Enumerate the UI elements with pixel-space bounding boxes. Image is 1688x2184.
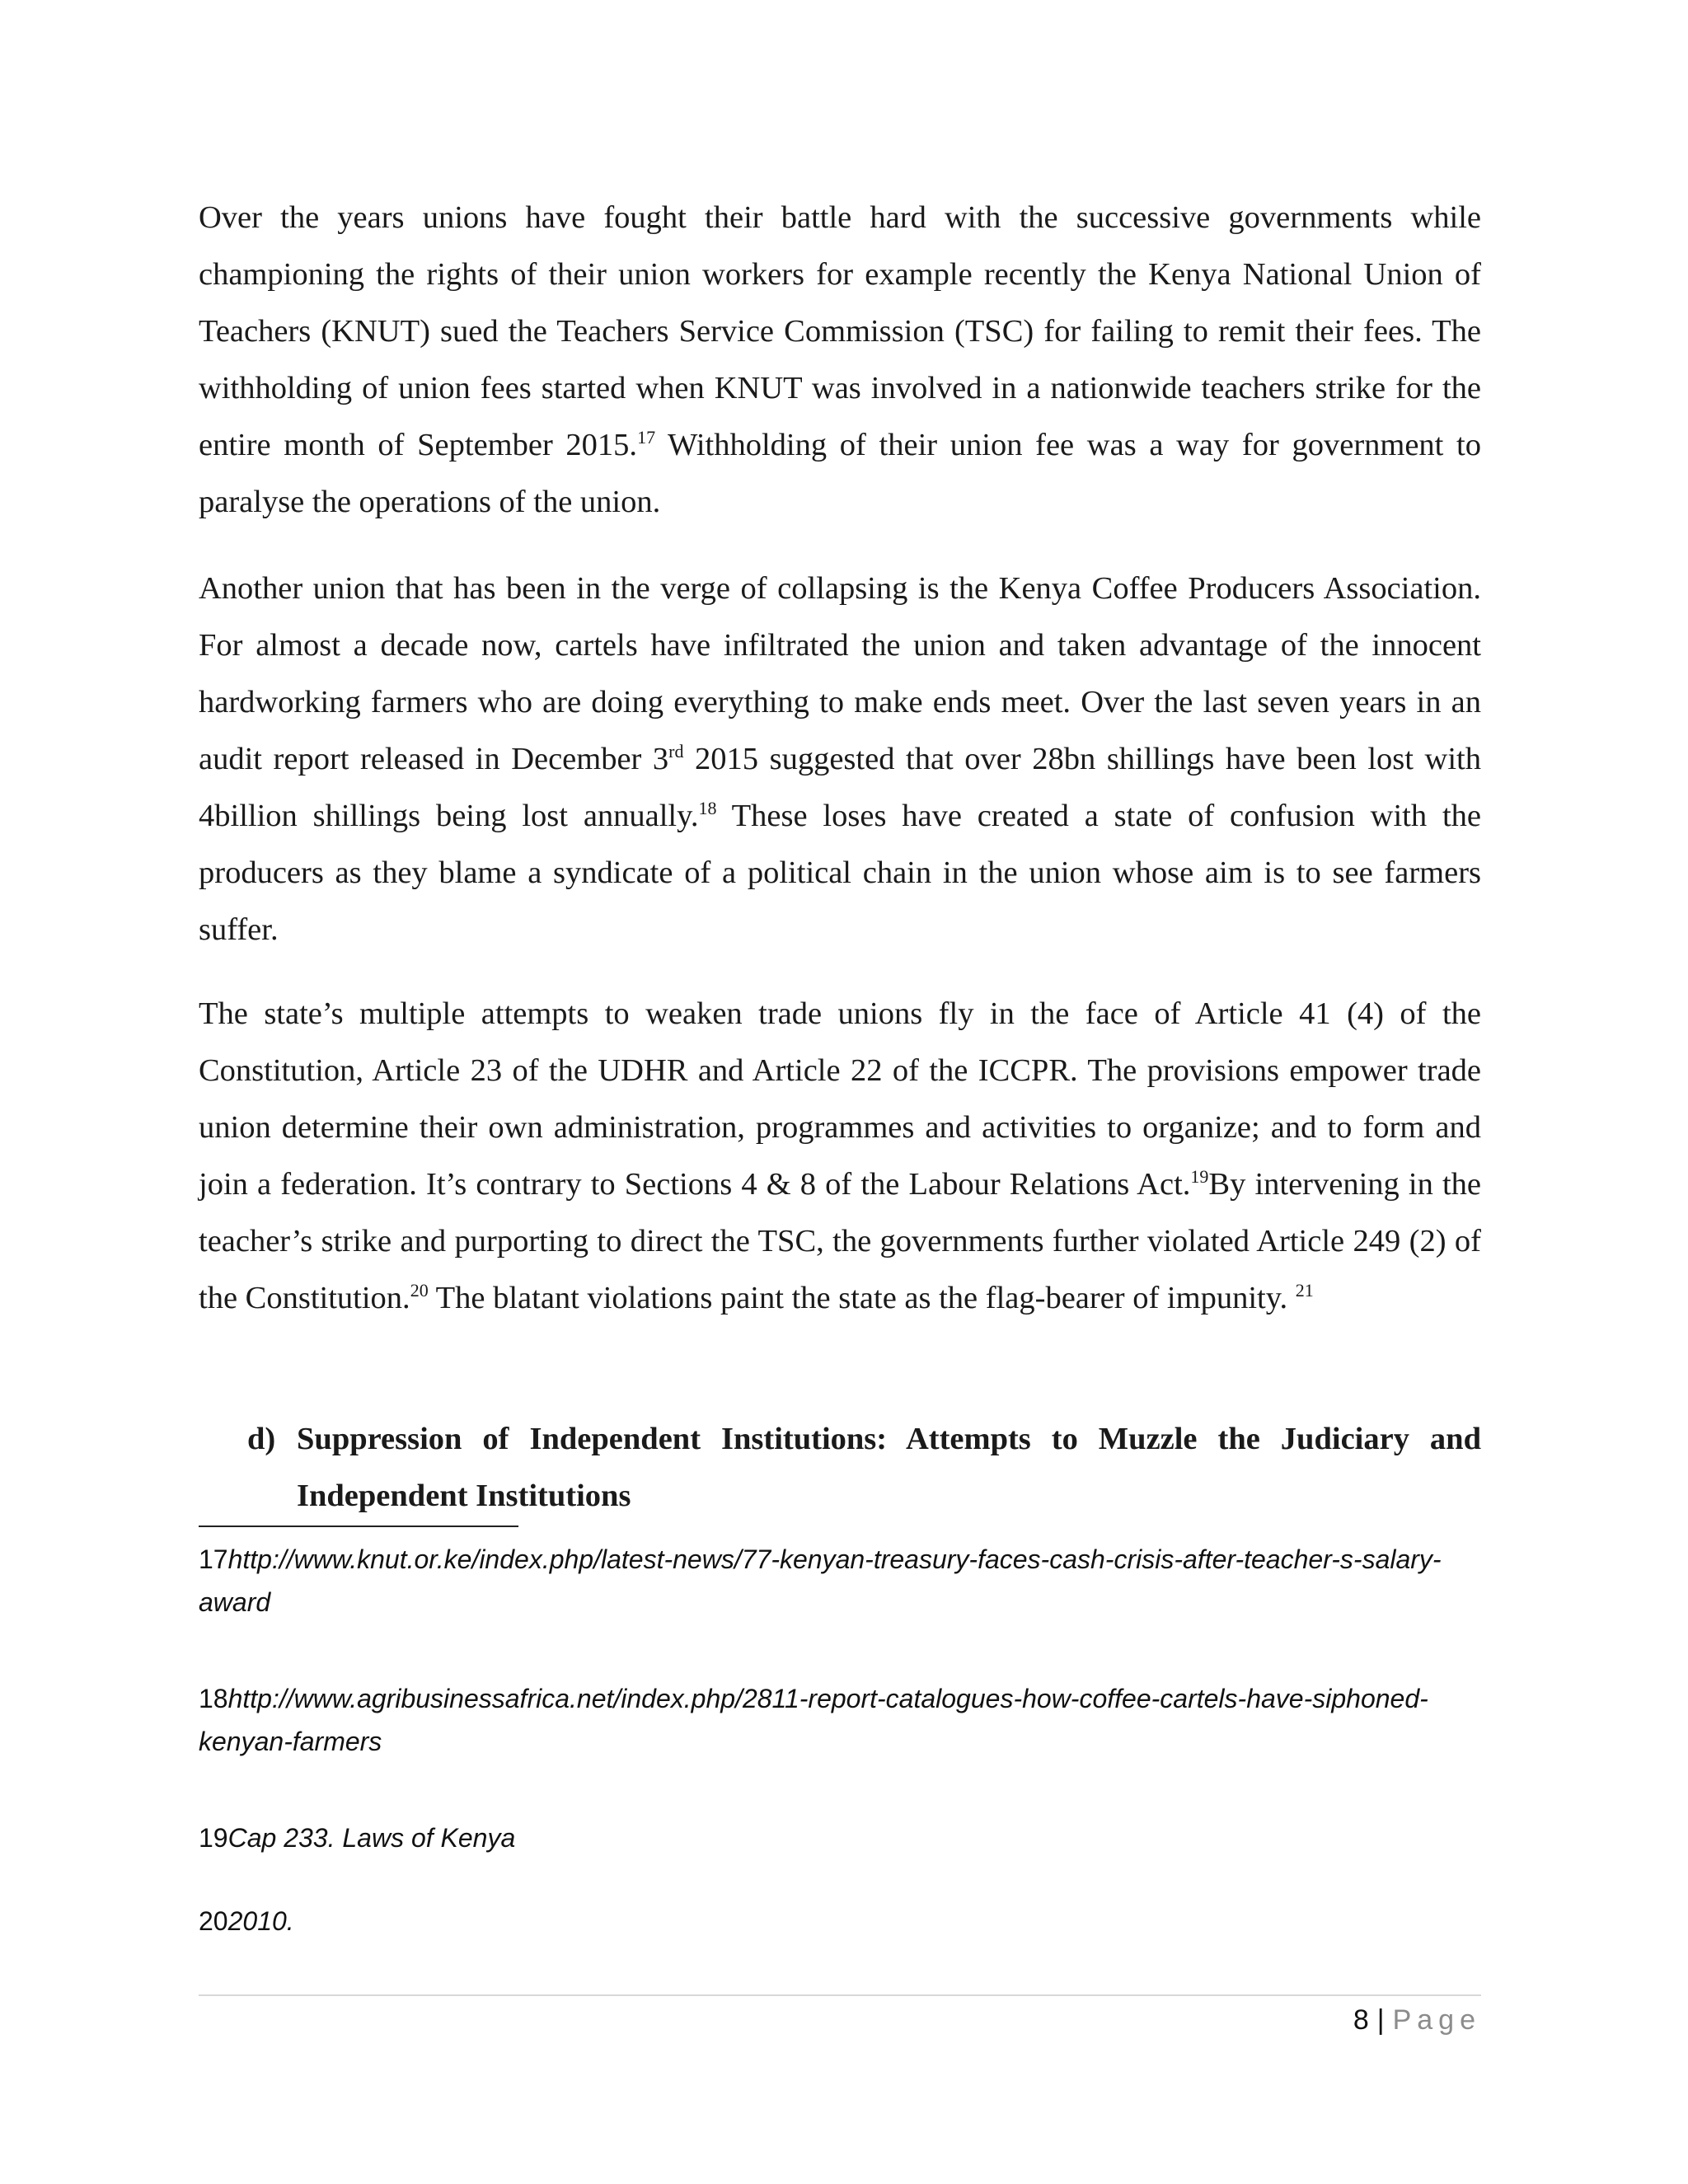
- footnote-ref-19[interactable]: 19: [1190, 1166, 1209, 1188]
- paragraph-text: The blatant violations paint the state as the flag-bearer of impunity.: [428, 1281, 1296, 1315]
- ordinal-suffix: rd: [668, 741, 684, 762]
- footnote-number: 20: [199, 1906, 228, 1936]
- footnote-ref-20[interactable]: 20: [410, 1280, 429, 1301]
- page-number: 8: [1353, 2004, 1369, 2036]
- page-label: Page: [1392, 2004, 1481, 2036]
- footnote-text: Cap 233. Laws of Kenya: [227, 1823, 516, 1853]
- paragraph-coffee-producers: [199, 560, 1481, 958]
- paragraph-knut: [199, 190, 1481, 531]
- footnote-separator: [199, 1526, 518, 1527]
- paragraph-text: 2015 suggested that over 28bn shillings have been lost with 4billion shillings being lost annually.: [199, 742, 1481, 833]
- section-heading: [199, 1411, 1481, 1525]
- section-title: Suppression of Independent Institutions: Attempts to Muzzle the Judiciary and Independent Institutions: [297, 1422, 1481, 1513]
- footnote-number: 19: [199, 1823, 228, 1853]
- page-footer: [1353, 2000, 1481, 2040]
- footnote-ref-17[interactable]: 17: [637, 427, 656, 448]
- footnote-text: 2010.: [227, 1906, 294, 1936]
- paragraph-text: These loses have created a state of confusion with the producers as they blame a syndicate of a political chain in the union whose aim is to see farmers suffer.: [199, 799, 1481, 947]
- footnote-20: [199, 1900, 1484, 1943]
- footnote-ref-21[interactable]: 21: [1295, 1280, 1314, 1301]
- paragraph-state-attempts: [199, 986, 1481, 1327]
- paragraph-text: By intervening in the teacher’s strike and purporting to direct the TSC, the governments further violated Article 249 (2) of the Constitution.: [199, 1167, 1482, 1315]
- paragraph-text: Over the years unions have fought their battle hard with the successive governments while championing the rights of their union workers for example recently the Kenya National Union of Teachers (KNUT) sued the Teachers Service Commission (TSC) for failing to remit their fees. The withholding of union fees started when KNUT was involved in a nationwide teachers strike for the entire month of September 2015.: [199, 200, 1481, 462]
- section-letter: d): [247, 1422, 276, 1456]
- footnote-number: 18: [199, 1684, 228, 1713]
- paragraph-text: The state’s multiple attempts to weaken trade unions fly in the face of Article 41 (4) of the Constitution, Article 23 of the UDHR and Article 22 of the ICCPR. The provisions empower trade union determine their own administration, programmes and activities to organize; and to form and join a federation. It’s contrary to Sections 4 & 8 of the Labour Relations Act.: [199, 996, 1481, 1202]
- footnote-18: [199, 1677, 1484, 1763]
- footnote-link[interactable]: http://www.agribusinessafrica.net/index.php/2811-report-catalogues-how-coffee-cartels-have-siphoned-kenyan-farmers: [199, 1684, 1428, 1756]
- footnote-link[interactable]: http://www.knut.or.ke/index.php/latest-news/77-kenyan-treasury-faces-cash-crisis-after-teacher-s-salary-award: [199, 1544, 1442, 1617]
- footnote-17: [199, 1538, 1484, 1624]
- paragraph-text: Withholding of their union fee was a way for government to paralyse the operations of the union.: [199, 428, 1481, 519]
- footer-divider: [199, 1994, 1481, 1996]
- footnote-ref-18[interactable]: 18: [698, 798, 717, 819]
- paragraph-text: Another union that has been in the verge of collapsing is the Kenya Coffee Producers Association. For almost a decade now, cartels have infiltrated the union and taken advantage of the innocent hardworking farmers who are doing everything to make ends meet. Over the last seven years in an audit report released in December 3: [199, 571, 1481, 776]
- footnote-number: 17: [199, 1544, 228, 1574]
- footnote-19: [199, 1816, 1484, 1859]
- footer-separator: |: [1376, 2004, 1385, 2036]
